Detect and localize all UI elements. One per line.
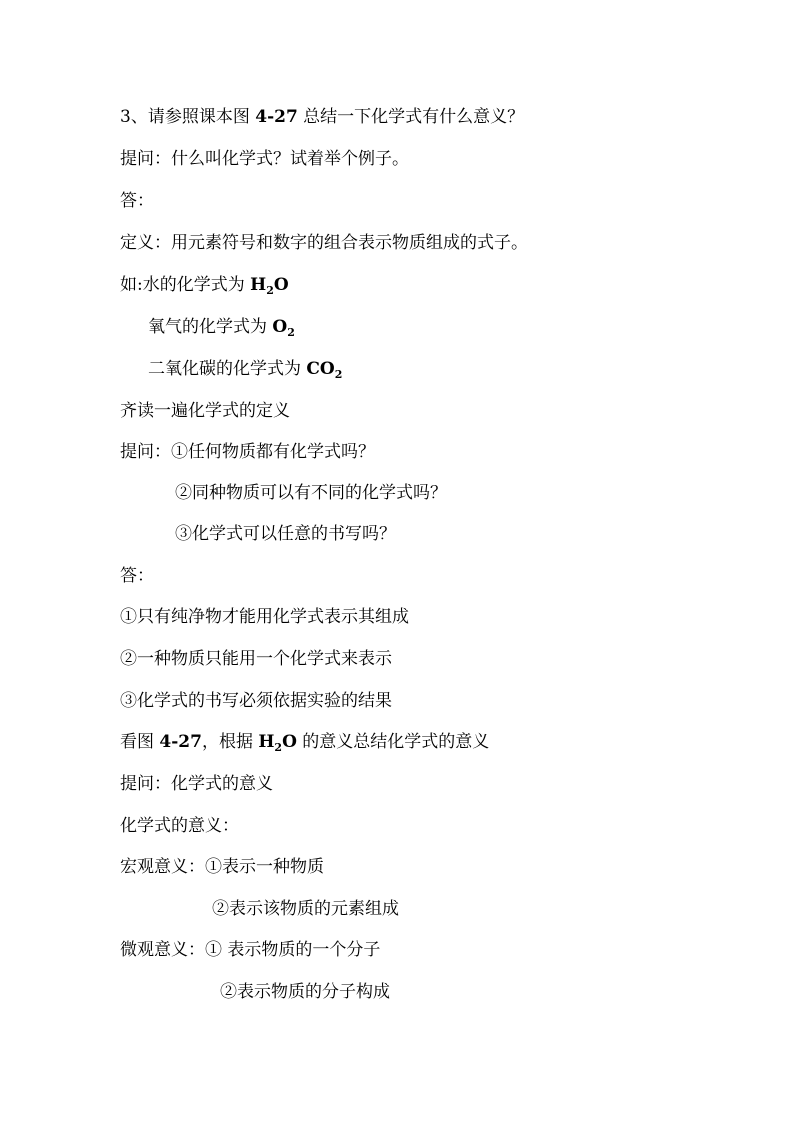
answer-1: ①只有纯净物才能用化学式表示其组成	[120, 607, 409, 627]
micro-meaning-2: ②表示物质的分子构成	[220, 982, 390, 1002]
answer-2: ②一种物质只能用一个化学式来表示	[120, 649, 392, 669]
answer-3: ③化学式的书写必须依据实验的结果	[120, 691, 392, 711]
macro-meaning-1: 宏观意义：①表示一种物质	[120, 857, 324, 877]
definition-text: 定义：用元素符号和数字的组合表示物质组成的式子。	[120, 233, 528, 253]
meaning-heading: 化学式的意义：	[120, 816, 239, 836]
micro-meaning-1: 微观意义：① 表示物质的一个分子	[120, 940, 381, 960]
question-2: ②同种物质可以有不同的化学式吗？	[175, 483, 447, 503]
answer-label: 答：	[120, 191, 154, 211]
question-1: 提问：①任何物质都有化学式吗？	[120, 442, 375, 462]
question-meaning: 提问：化学式的意义	[120, 774, 273, 794]
figure-instruction: 看图 4-27，根据 $H_2O$ 的意义总结化学式的意义	[120, 732, 490, 754]
question-what-is-formula: 提问：什么叫化学式？试着举个例子。	[120, 149, 409, 169]
question-heading: 3、请参照课本图 4-27 总结一下化学式有什么意义？	[120, 107, 525, 127]
example-water: 如:水的化学式为 $H_2O$	[120, 275, 289, 297]
answer-label-2: 答：	[120, 566, 154, 586]
example-oxygen: 氧气的化学式为 $O_2$	[148, 317, 295, 339]
read-definition: 齐读一遍化学式的定义	[120, 401, 290, 421]
example-co2: 二氧化碳的化学式为 $CO_2$	[148, 359, 343, 381]
macro-meaning-2: ②表示该物质的元素组成	[212, 899, 399, 919]
question-3: ③化学式可以任意的书写吗？	[175, 524, 396, 544]
